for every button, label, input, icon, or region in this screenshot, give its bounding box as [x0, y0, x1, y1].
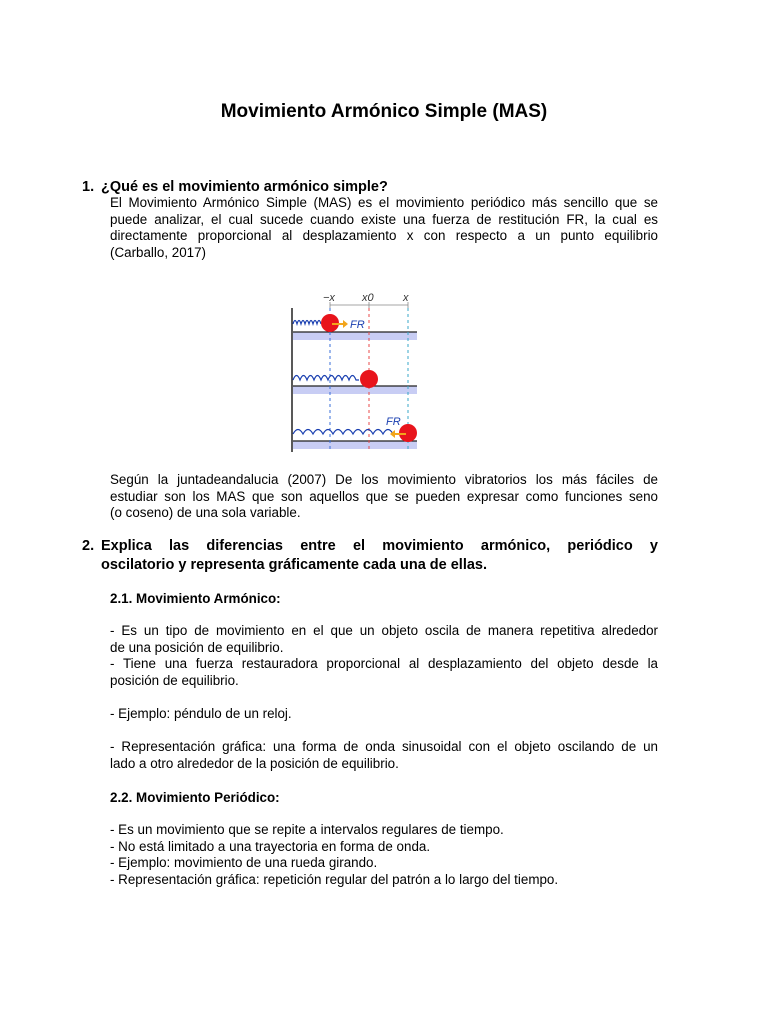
label-minus-x: −x	[323, 292, 335, 304]
section-2-1-title: 2.1. Movimiento Armónico:	[110, 591, 281, 606]
section-2-2-block	[110, 822, 658, 888]
floor-band	[293, 332, 417, 340]
paragraph-line: Según la juntadeandalucia (2007) De los movimiento vibratorios los más fáciles de	[110, 472, 658, 487]
mass-ball-equilibrium	[360, 370, 378, 388]
paragraph-line: (Carballo, 2017)	[110, 244, 207, 260]
section-2-1-representation	[110, 739, 658, 772]
paragraph-line: de una posición de equilibrio.	[110, 639, 284, 655]
paragraph-line: El Movimiento Armónico Simple (MAS) es el movimiento periódico más sencillo que se	[110, 195, 658, 210]
paragraph-line: - Es un movimiento que se repite a intervalos regulares de tiempo.	[110, 822, 504, 837]
label-fr: FR	[350, 319, 365, 331]
section-2-1-example: - Ejemplo: péndulo de un reloj.	[110, 706, 292, 721]
paragraph-line: - Representación gráfica: repetición regular del patrón a lo largo del tiempo.	[110, 871, 559, 887]
paragraph-line: lado a otro alrededor de la posición de equilibrio.	[110, 755, 399, 771]
paragraph-line: - Representación gráfica: una forma de onda sinusoidal con el objeto oscilando de un	[110, 739, 658, 754]
paragraph-line: (o coseno) de una sola variable.	[110, 505, 301, 521]
question-2-number: 2.	[82, 538, 95, 554]
question-1-paragraph	[110, 195, 658, 261]
paragraph-line: - Tiene una fuerza restauradora proporcional al desplazamiento del objeto desde la	[110, 656, 658, 672]
paragraph-line: - Es un tipo de movimiento en el que un objeto oscila de manera repetitiva alrededor	[110, 623, 658, 638]
paragraph-line: - No está limitado a una trayectoria en forma de onda.	[110, 838, 431, 854]
section-2-1-block	[110, 623, 658, 689]
paragraph-line: estudiar son los MAS que son aquellos que se pueden expresar como funciones seno	[110, 488, 658, 504]
spring-mass-diagram	[288, 288, 424, 454]
floor-band	[293, 441, 417, 449]
label-x: x	[403, 292, 409, 304]
label-fr: FR	[386, 416, 401, 428]
spring-compressed	[293, 321, 321, 325]
page-title: Movimiento Armónico Simple (MAS)	[220, 101, 548, 122]
heading-line: Explica las diferencias entre el movimiento armónico, periódico y	[101, 538, 658, 554]
question-2-heading	[82, 537, 658, 575]
paragraph-line: - Ejemplo: movimiento de una rueda girando.	[110, 855, 378, 871]
spring-mass-figure	[288, 288, 424, 454]
force-arrowhead	[343, 320, 348, 328]
label-x0: x0	[362, 292, 374, 304]
question-1-paragraph-2	[110, 472, 658, 522]
question-1-number: 1.	[82, 179, 95, 195]
question-2-text	[101, 537, 658, 575]
paragraph-line: directamente proporcional al desplazamiento x con respecto a un punto equilibrio	[110, 228, 658, 244]
question-1-text: ¿Qué es el movimiento armónico simple?	[101, 179, 388, 195]
section-2-2-title: 2.2. Movimiento Periódico:	[110, 790, 280, 805]
spring-equilibrium	[293, 376, 359, 381]
floor-band	[293, 386, 417, 394]
heading-line: oscilatorio y representa gráficamente cada una de ellas.	[101, 557, 488, 573]
spring-stretched	[293, 430, 398, 435]
paragraph-line: posición de equilibrio.	[110, 672, 239, 688]
paragraph-line: puede analizar, el cual sucede cuando existe una fuerza de restitución FR, la cual es	[110, 211, 658, 227]
